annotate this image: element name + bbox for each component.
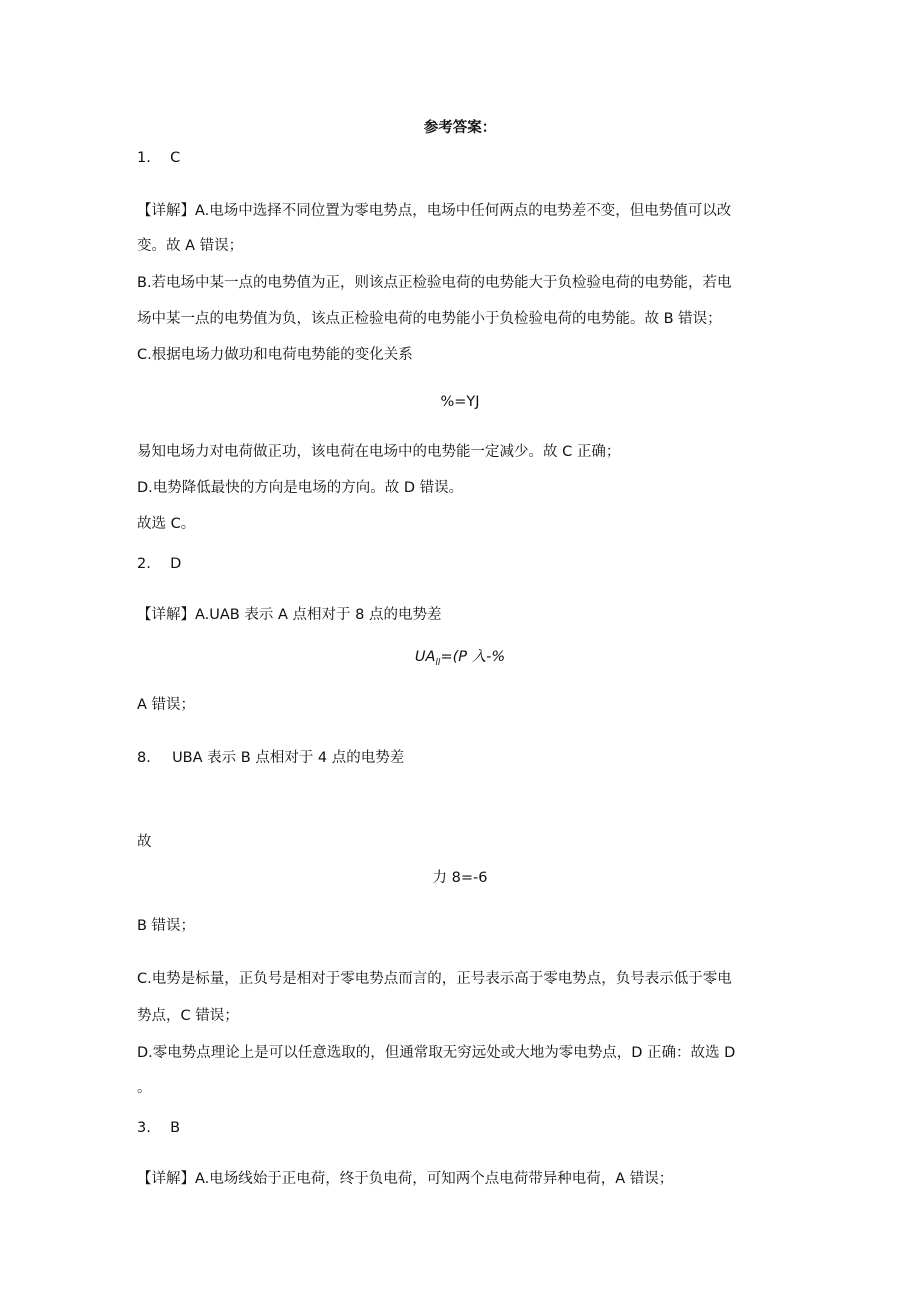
q2-explanation-line-7: 势点，C 错误； (137, 1008, 239, 1024)
q2-explanation-line-6: C.电势是标量，正负号是相对于零电势点而言的，正号表示高于零电势点，负号表示低于零电 (137, 971, 732, 987)
q1-number: 1. (137, 150, 151, 166)
q2-line-3-text: UBA 表示 B 点相对于 4 点的电势差 (172, 750, 405, 766)
q1-answer: C (170, 150, 181, 166)
q1-explanation-line-4: 场中某一点的电势值为负，该点正检验电荷的电势能小于负检验电荷的电势能。故 B 错误； (137, 311, 722, 327)
q2-formula (0, 647, 920, 673)
q1-explanation-line-3: B.若电场中某一点的电势值为正，则该点正检验电荷的电势能大于负检验电荷的电势能，若电 (137, 275, 732, 291)
q1-explanation-line-7: D.电势降低最快的方向是电场的方向。故 D 错误。 (137, 480, 464, 496)
q2-formula-main: UA (414, 649, 436, 665)
q3-header (137, 1118, 180, 1138)
q2-line-3-number: 8. (137, 750, 151, 766)
q2-answer: D (170, 556, 182, 572)
page-title: 参考答案： (423, 120, 497, 136)
q2-formula-subscript: ll (435, 657, 441, 668)
q2-explanation-line-9: 。 (137, 1080, 152, 1096)
q1-conclusion: 故选 C。 (137, 516, 196, 532)
q2-header (137, 554, 181, 574)
q3-number: 3. (137, 1120, 151, 1136)
q1-formula: %=YJ (440, 394, 480, 410)
q2-explanation-line-4: 故 (137, 834, 152, 850)
q2-explanation-line-5: B 错误； (137, 918, 196, 934)
q1-explanation-line-1: 【详解】A.电场中选择不同位置为零电势点，电场中任何两点的电势差不变，但电势值可以改 (137, 203, 732, 219)
q1-header (137, 148, 180, 168)
q1-explanation-line-5: C.根据电场力做功和电荷电势能的变化关系 (137, 347, 413, 363)
q3-explanation-line-1: 【详解】A.电场线始于正电荷，终于负电荷，可知两个点电荷带异种电荷，A 错误； (137, 1171, 674, 1187)
q2-explanation-line-1: 【详解】A.UAB 表示 A 点相对于 8 点的电势差 (137, 607, 442, 623)
q1-explanation-line-2: 变。故 A 错误； (137, 238, 244, 254)
q2-formula-rest: =(P 入-% (440, 649, 506, 665)
q1-explanation-line-6: 易知电场力对电荷做正功，该电荷在电场中的电势能一定减少。故 C 正确； (137, 444, 621, 460)
q3-answer: B (170, 1120, 181, 1136)
q2-explanation-line-2: A 错误； (137, 697, 196, 713)
q2-explanation-line-3 (137, 748, 404, 768)
q2-number: 2. (137, 556, 151, 572)
q2-explanation-line-8: D.零电势点理论上是可以任意选取的，但通常取无穷远处或大地为零电势点，D 正确：故选 D (137, 1045, 736, 1061)
q2-formula-2: 力 8=-6 (432, 870, 488, 886)
